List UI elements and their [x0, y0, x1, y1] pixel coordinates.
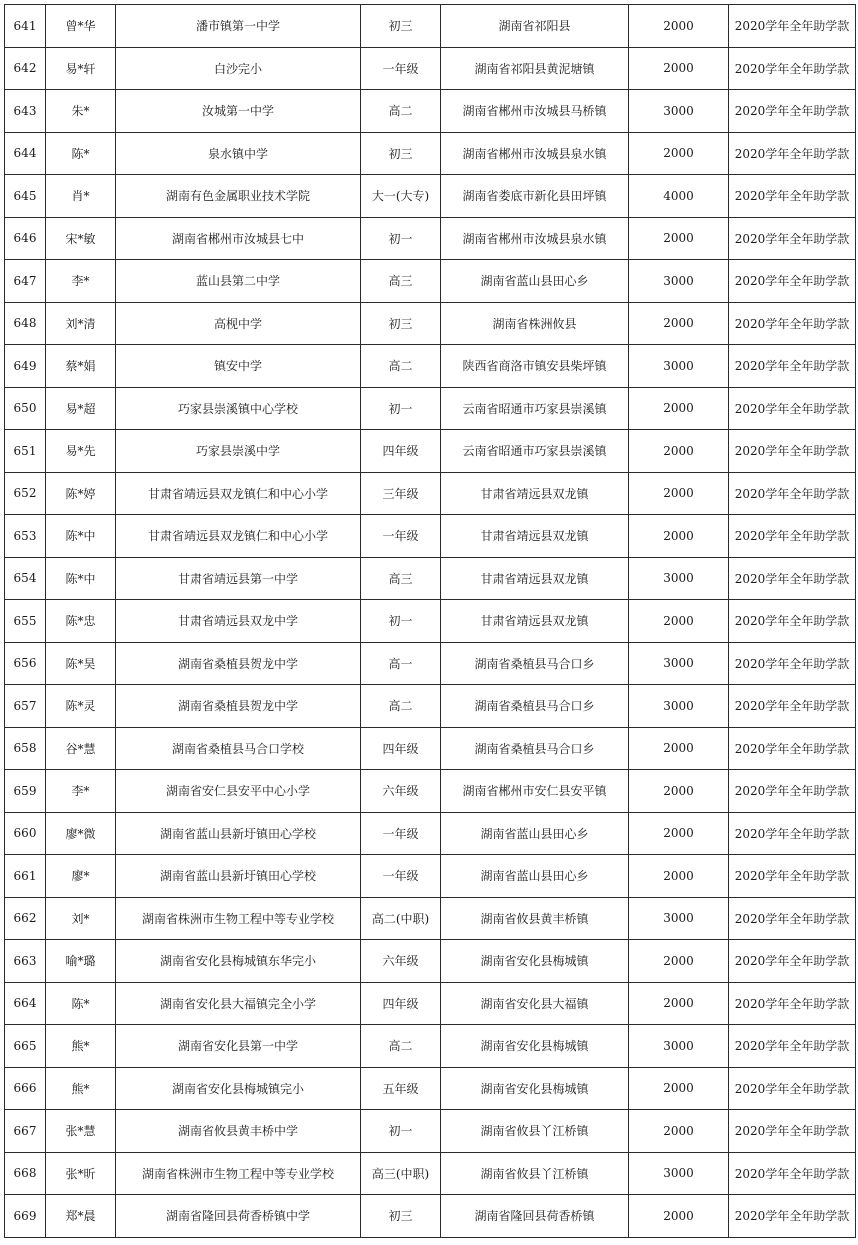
note-cell: 2020学年全年助学款: [729, 1110, 856, 1153]
table-row: [5, 940, 856, 983]
row-number-cell: 661: [5, 855, 46, 898]
row-number-cell: 641: [5, 5, 46, 48]
grade-cell: 高三: [361, 260, 441, 303]
amount-cell: 3000: [629, 1152, 729, 1195]
student-name-cell: 陈*灵: [46, 685, 116, 728]
student-name-cell: 蔡*娟: [46, 345, 116, 388]
grade-cell: 一年级: [361, 855, 441, 898]
school-cell: 泉水镇中学: [116, 132, 361, 175]
table-row: [5, 897, 856, 940]
school-cell: 镇安中学: [116, 345, 361, 388]
table-row: [5, 812, 856, 855]
student-name-cell: 易*轩: [46, 47, 116, 90]
table-row: [5, 132, 856, 175]
note-cell: 2020学年全年助学款: [729, 982, 856, 1025]
address-cell: 甘肃省靖远县双龙镇: [441, 600, 629, 643]
note-cell: 2020学年全年助学款: [729, 1067, 856, 1110]
table-row: [5, 387, 856, 430]
student-name-cell: 陈*: [46, 982, 116, 1025]
student-name-cell: 陈*忠: [46, 600, 116, 643]
student-name-cell: 熊*: [46, 1067, 116, 1110]
note-cell: 2020学年全年助学款: [729, 812, 856, 855]
amount-cell: 2000: [629, 1195, 729, 1238]
amount-cell: 2000: [629, 515, 729, 558]
grade-cell: 六年级: [361, 940, 441, 983]
table-row: [5, 345, 856, 388]
student-name-cell: 谷*慧: [46, 727, 116, 770]
address-cell: 湖南省郴州市安仁县安平镇: [441, 770, 629, 813]
row-number-cell: 659: [5, 770, 46, 813]
amount-cell: 4000: [629, 175, 729, 218]
student-name-cell: 陈*: [46, 132, 116, 175]
student-name-cell: 刘*清: [46, 302, 116, 345]
amount-cell: 2000: [629, 430, 729, 473]
amount-cell: 2000: [629, 387, 729, 430]
table-row: [5, 1025, 856, 1068]
amount-cell: 2000: [629, 812, 729, 855]
school-cell: 巧家县崇溪镇中心学校: [116, 387, 361, 430]
amount-cell: 3000: [629, 90, 729, 133]
grade-cell: 初三: [361, 132, 441, 175]
address-cell: 甘肃省靖远县双龙镇: [441, 557, 629, 600]
note-cell: 2020学年全年助学款: [729, 1195, 856, 1238]
address-cell: 云南省昭通市巧家县崇溪镇: [441, 387, 629, 430]
grade-cell: 高二: [361, 685, 441, 728]
address-cell: 湖南省安化县梅城镇: [441, 1025, 629, 1068]
student-name-cell: 廖*: [46, 855, 116, 898]
table-row: [5, 175, 856, 218]
school-cell: 甘肃省靖远县双龙镇仁和中心小学: [116, 472, 361, 515]
address-cell: 湖南省安化县梅城镇: [441, 940, 629, 983]
table-row: [5, 90, 856, 133]
amount-cell: 3000: [629, 260, 729, 303]
student-name-cell: 廖*微: [46, 812, 116, 855]
grade-cell: 一年级: [361, 515, 441, 558]
row-number-cell: 644: [5, 132, 46, 175]
grade-cell: 五年级: [361, 1067, 441, 1110]
table-row: [5, 302, 856, 345]
amount-cell: 3000: [629, 557, 729, 600]
grade-cell: 初一: [361, 387, 441, 430]
grade-cell: 初三: [361, 5, 441, 48]
note-cell: 2020学年全年助学款: [729, 90, 856, 133]
amount-cell: 2000: [629, 472, 729, 515]
row-number-cell: 665: [5, 1025, 46, 1068]
address-cell: 湖南省桑植县马合口乡: [441, 685, 629, 728]
address-cell: 湖南省祁阳县黄泥塘镇: [441, 47, 629, 90]
row-number-cell: 655: [5, 600, 46, 643]
table-row: [5, 1195, 856, 1238]
address-cell: 湖南省桑植县马合口乡: [441, 642, 629, 685]
row-number-cell: 652: [5, 472, 46, 515]
student-name-cell: 郑*晨: [46, 1195, 116, 1238]
school-cell: 湖南省攸县黄丰桥中学: [116, 1110, 361, 1153]
grade-cell: 初三: [361, 302, 441, 345]
address-cell: 湖南省郴州市汝城县马桥镇: [441, 90, 629, 133]
amount-cell: 2000: [629, 727, 729, 770]
address-cell: 云南省昭通市巧家县崇溪镇: [441, 430, 629, 473]
table-row: [5, 47, 856, 90]
table-row: [5, 5, 856, 48]
row-number-cell: 667: [5, 1110, 46, 1153]
school-cell: 湖南省桑植县贺龙中学: [116, 685, 361, 728]
note-cell: 2020学年全年助学款: [729, 217, 856, 260]
address-cell: 甘肃省靖远县双龙镇: [441, 472, 629, 515]
school-cell: 湖南省安化县大福镇完全小学: [116, 982, 361, 1025]
table-row: [5, 982, 856, 1025]
student-name-cell: 熊*: [46, 1025, 116, 1068]
address-cell: 湖南省郴州市汝城县泉水镇: [441, 132, 629, 175]
note-cell: 2020学年全年助学款: [729, 515, 856, 558]
grade-cell: 高三: [361, 557, 441, 600]
row-number-cell: 656: [5, 642, 46, 685]
row-number-cell: 646: [5, 217, 46, 260]
row-number-cell: 668: [5, 1152, 46, 1195]
grade-cell: 四年级: [361, 430, 441, 473]
student-name-cell: 肖*: [46, 175, 116, 218]
student-name-cell: 刘*: [46, 897, 116, 940]
grade-cell: 一年级: [361, 812, 441, 855]
row-number-cell: 664: [5, 982, 46, 1025]
row-number-cell: 653: [5, 515, 46, 558]
note-cell: 2020学年全年助学款: [729, 430, 856, 473]
school-cell: 湖南省株洲市生物工程中等专业学校: [116, 1152, 361, 1195]
student-name-cell: 张*昕: [46, 1152, 116, 1195]
table-row: [5, 855, 856, 898]
row-number-cell: 649: [5, 345, 46, 388]
amount-cell: 2000: [629, 302, 729, 345]
address-cell: 湖南省攸县丫江桥镇: [441, 1152, 629, 1195]
grade-cell: 初三: [361, 1195, 441, 1238]
grade-cell: 一年级: [361, 47, 441, 90]
table-row: [5, 217, 856, 260]
school-cell: 湖南省蓝山县新圩镇田心学校: [116, 855, 361, 898]
note-cell: 2020学年全年助学款: [729, 727, 856, 770]
note-cell: 2020学年全年助学款: [729, 132, 856, 175]
table-row: [5, 685, 856, 728]
row-number-cell: 662: [5, 897, 46, 940]
grade-cell: 四年级: [361, 727, 441, 770]
school-cell: 湖南省安化县梅城镇东华完小: [116, 940, 361, 983]
student-name-cell: 李*: [46, 770, 116, 813]
note-cell: 2020学年全年助学款: [729, 47, 856, 90]
table-row: [5, 1152, 856, 1195]
row-number-cell: 658: [5, 727, 46, 770]
row-number-cell: 642: [5, 47, 46, 90]
school-cell: 蓝山县第二中学: [116, 260, 361, 303]
row-number-cell: 666: [5, 1067, 46, 1110]
student-name-cell: 曾*华: [46, 5, 116, 48]
grade-cell: 高三(中职): [361, 1152, 441, 1195]
address-cell: 陕西省商洛市镇安县柴坪镇: [441, 345, 629, 388]
student-name-cell: 李*: [46, 260, 116, 303]
amount-cell: 2000: [629, 132, 729, 175]
school-cell: 湖南省安化县第一中学: [116, 1025, 361, 1068]
school-cell: 高枧中学: [116, 302, 361, 345]
table-row: [5, 557, 856, 600]
school-cell: 湖南省桑植县马合口学校: [116, 727, 361, 770]
grade-cell: 高二: [361, 90, 441, 133]
note-cell: 2020学年全年助学款: [729, 940, 856, 983]
address-cell: 湖南省安化县大福镇: [441, 982, 629, 1025]
student-name-cell: 喻*璐: [46, 940, 116, 983]
note-cell: 2020学年全年助学款: [729, 387, 856, 430]
row-number-cell: 663: [5, 940, 46, 983]
grade-cell: 高一: [361, 642, 441, 685]
address-cell: 湖南省蓝山县田心乡: [441, 812, 629, 855]
row-number-cell: 669: [5, 1195, 46, 1238]
grade-cell: 大一(大专): [361, 175, 441, 218]
row-number-cell: 660: [5, 812, 46, 855]
student-name-cell: 朱*: [46, 90, 116, 133]
student-name-cell: 宋*敏: [46, 217, 116, 260]
table-row: [5, 770, 856, 813]
note-cell: 2020学年全年助学款: [729, 600, 856, 643]
note-cell: 2020学年全年助学款: [729, 685, 856, 728]
row-number-cell: 648: [5, 302, 46, 345]
grade-cell: 三年级: [361, 472, 441, 515]
school-cell: 湖南省安仁县安平中心小学: [116, 770, 361, 813]
note-cell: 2020学年全年助学款: [729, 1025, 856, 1068]
address-cell: 湖南省祁阳县: [441, 5, 629, 48]
school-cell: 湖南省隆回县荷香桥镇中学: [116, 1195, 361, 1238]
student-name-cell: 陈*中: [46, 515, 116, 558]
amount-cell: 2000: [629, 982, 729, 1025]
address-cell: 甘肃省靖远县双龙镇: [441, 515, 629, 558]
school-cell: 甘肃省靖远县第一中学: [116, 557, 361, 600]
note-cell: 2020学年全年助学款: [729, 770, 856, 813]
address-cell: 湖南省株洲攸县: [441, 302, 629, 345]
grade-cell: 高二: [361, 345, 441, 388]
row-number-cell: 650: [5, 387, 46, 430]
table-row: [5, 727, 856, 770]
table-row: [5, 1110, 856, 1153]
student-name-cell: 易*超: [46, 387, 116, 430]
amount-cell: 3000: [629, 897, 729, 940]
amount-cell: 3000: [629, 1025, 729, 1068]
note-cell: 2020学年全年助学款: [729, 472, 856, 515]
note-cell: 2020学年全年助学款: [729, 302, 856, 345]
row-number-cell: 657: [5, 685, 46, 728]
note-cell: 2020学年全年助学款: [729, 642, 856, 685]
grade-cell: 高二(中职): [361, 897, 441, 940]
student-name-cell: 陈*昊: [46, 642, 116, 685]
amount-cell: 2000: [629, 855, 729, 898]
note-cell: 2020学年全年助学款: [729, 557, 856, 600]
table-row: [5, 600, 856, 643]
row-number-cell: 654: [5, 557, 46, 600]
note-cell: 2020学年全年助学款: [729, 345, 856, 388]
table-row: [5, 1067, 856, 1110]
grade-cell: 初一: [361, 217, 441, 260]
table-row: [5, 430, 856, 473]
address-cell: 湖南省郴州市汝城县泉水镇: [441, 217, 629, 260]
address-cell: 湖南省蓝山县田心乡: [441, 260, 629, 303]
school-cell: 甘肃省靖远县双龙中学: [116, 600, 361, 643]
amount-cell: 2000: [629, 47, 729, 90]
grade-cell: 六年级: [361, 770, 441, 813]
address-cell: 湖南省攸县丫江桥镇: [441, 1110, 629, 1153]
row-number-cell: 643: [5, 90, 46, 133]
grade-cell: 初一: [361, 1110, 441, 1153]
note-cell: 2020学年全年助学款: [729, 260, 856, 303]
student-name-cell: 陈*婷: [46, 472, 116, 515]
student-name-cell: 张*慧: [46, 1110, 116, 1153]
grant-table: [4, 4, 856, 1238]
address-cell: 湖南省隆回县荷香桥镇: [441, 1195, 629, 1238]
amount-cell: 2000: [629, 770, 729, 813]
table-body: [5, 5, 856, 1238]
table-row: [5, 642, 856, 685]
table-row: [5, 515, 856, 558]
amount-cell: 3000: [629, 642, 729, 685]
amount-cell: 2000: [629, 940, 729, 983]
table-row: [5, 260, 856, 303]
school-cell: 潘市镇第一中学: [116, 5, 361, 48]
address-cell: 湖南省娄底市新化县田坪镇: [441, 175, 629, 218]
amount-cell: 2000: [629, 5, 729, 48]
note-cell: 2020学年全年助学款: [729, 897, 856, 940]
table-row: [5, 472, 856, 515]
amount-cell: 2000: [629, 1067, 729, 1110]
address-cell: 湖南省蓝山县田心乡: [441, 855, 629, 898]
note-cell: 2020学年全年助学款: [729, 855, 856, 898]
note-cell: 2020学年全年助学款: [729, 1152, 856, 1195]
grade-cell: 四年级: [361, 982, 441, 1025]
school-cell: 湖南省桑植县贺龙中学: [116, 642, 361, 685]
school-cell: 湖南省蓝山县新圩镇田心学校: [116, 812, 361, 855]
school-cell: 甘肃省靖远县双龙镇仁和中心小学: [116, 515, 361, 558]
grade-cell: 初一: [361, 600, 441, 643]
address-cell: 湖南省桑植县马合口乡: [441, 727, 629, 770]
student-name-cell: 陈*中: [46, 557, 116, 600]
address-cell: 湖南省安化县梅城镇: [441, 1067, 629, 1110]
school-cell: 湖南有色金属职业技术学院: [116, 175, 361, 218]
amount-cell: 2000: [629, 600, 729, 643]
address-cell: 湖南省攸县黄丰桥镇: [441, 897, 629, 940]
amount-cell: 3000: [629, 345, 729, 388]
school-cell: 巧家县崇溪中学: [116, 430, 361, 473]
note-cell: 2020学年全年助学款: [729, 175, 856, 218]
school-cell: 湖南省郴州市汝城县七中: [116, 217, 361, 260]
grade-cell: 高二: [361, 1025, 441, 1068]
student-name-cell: 易*先: [46, 430, 116, 473]
row-number-cell: 651: [5, 430, 46, 473]
amount-cell: 2000: [629, 217, 729, 260]
amount-cell: 2000: [629, 1110, 729, 1153]
school-cell: 湖南省株洲市生物工程中等专业学校: [116, 897, 361, 940]
school-cell: 汝城第一中学: [116, 90, 361, 133]
school-cell: 湖南省安化县梅城镇完小: [116, 1067, 361, 1110]
note-cell: 2020学年全年助学款: [729, 5, 856, 48]
row-number-cell: 647: [5, 260, 46, 303]
amount-cell: 3000: [629, 685, 729, 728]
school-cell: 白沙完小: [116, 47, 361, 90]
row-number-cell: 645: [5, 175, 46, 218]
